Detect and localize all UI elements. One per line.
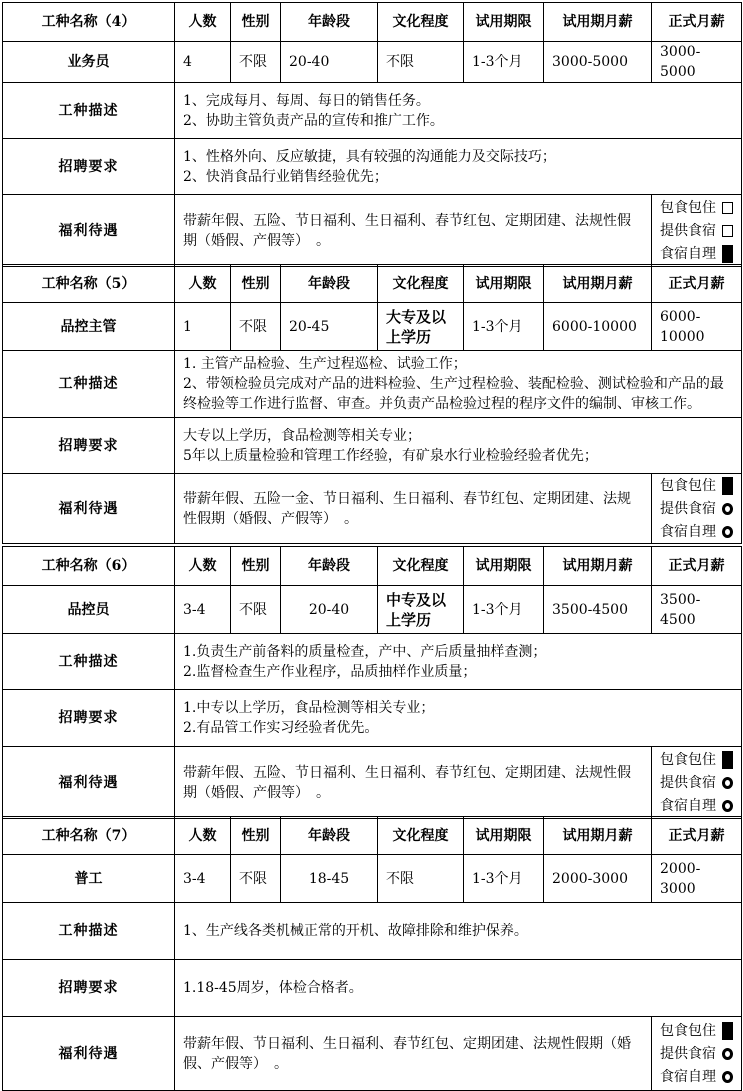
values-row (3, 303, 742, 351)
column-header: 试用期月薪 (544, 817, 652, 855)
header-row (3, 817, 742, 855)
job-name: 业务员 (3, 42, 175, 83)
benefit-row (3, 1017, 742, 1091)
desc-line: 2.监督检查生产作业程序，品质抽样作业质量； (183, 663, 477, 680)
job-education: 大专及以上学历 (378, 303, 464, 351)
benefit-option-label: 食宿自理 (660, 797, 716, 814)
job-trial: 1-3个月 (464, 303, 544, 351)
benefit-option-label: 包食包住 (660, 199, 716, 216)
empty-checkbox-icon (722, 225, 733, 237)
job-description (175, 83, 742, 139)
benefit-option-label: 包食包住 (660, 751, 716, 768)
benefit-options (652, 195, 742, 267)
job-gender: 不限 (231, 855, 281, 903)
job-section (2, 264, 741, 544)
column-header: 试用期月薪 (544, 3, 652, 42)
desc-line: 1、完成每月、每周、每日的销售任务。 (183, 92, 430, 109)
job-requirements (175, 690, 742, 747)
job-gender: 不限 (231, 586, 281, 634)
job-name: 品控主管 (3, 303, 175, 351)
filled-square-icon (722, 245, 733, 263)
job-trial: 1-3个月 (464, 42, 544, 83)
desc-label: 工种描述 (3, 83, 175, 139)
column-header: 正式月薪 (652, 817, 742, 855)
column-header: 性别 (231, 3, 281, 42)
job-title: 工种名称（6） (3, 547, 175, 586)
job-description (175, 634, 742, 690)
benefit-option-label: 提供食宿 (660, 774, 716, 791)
job-table (2, 816, 742, 1091)
job-gender: 不限 (231, 303, 281, 351)
req-line: 2.有品管工作实习经验者优先。 (183, 720, 379, 736)
column-header: 人数 (175, 547, 231, 586)
circle-icon (722, 1071, 733, 1083)
column-header: 试用期限 (464, 547, 544, 586)
benefit-row (3, 474, 742, 544)
header-row (3, 265, 742, 303)
req-line: 1.中专以上学历，食品检测等相关专业； (183, 700, 435, 716)
job-name: 品控员 (3, 586, 175, 634)
benefit-row (3, 747, 742, 819)
desc-label: 工种描述 (3, 903, 175, 960)
benefit-option-label: 提供食宿 (660, 222, 716, 239)
req-line: 1、性格外向、反应敏捷，具有较强的沟通能力及交际技巧； (183, 148, 556, 165)
job-trial-salary: 3000-5000 (544, 42, 652, 83)
job-description (175, 351, 742, 418)
req-line: 2、快消食品行业销售经验优先； (183, 168, 388, 185)
job-trial-salary: 2000-3000 (544, 855, 652, 903)
benefit-options (652, 474, 742, 544)
values-row (3, 586, 742, 634)
benefit-options (652, 1017, 742, 1091)
benefit-label: 福利待遇 (3, 474, 175, 544)
desc-row (3, 903, 742, 960)
benefit-text: 带薪年假、五险、节日福利、生日福利、春节红包、定期团建、法规性假期（婚假、产假等） 。 (175, 195, 652, 267)
job-section (2, 546, 741, 819)
column-header: 试用期限 (464, 817, 544, 855)
job-title: 工种名称（7） (3, 817, 175, 855)
job-gender: 不限 (231, 42, 281, 83)
column-header: 文化程度 (378, 817, 464, 855)
desc-label: 工种描述 (3, 351, 175, 418)
column-header: 试用期限 (464, 265, 544, 303)
job-requirements (175, 960, 742, 1017)
job-trial-salary: 6000-10000 (544, 303, 652, 351)
benefit-label: 福利待遇 (3, 1017, 175, 1091)
job-trial-salary: 3500-4500 (544, 586, 652, 634)
benefit-option-label: 包食包住 (660, 1022, 716, 1039)
job-education: 不限 (378, 855, 464, 903)
job-table (2, 546, 742, 819)
desc-row (3, 634, 742, 690)
values-row (3, 42, 742, 83)
req-label: 招聘要求 (3, 139, 175, 195)
column-header: 人数 (175, 3, 231, 42)
circle-icon (722, 800, 733, 812)
benefit-option-label: 食宿自理 (660, 523, 716, 540)
req-line: 1.18-45周岁，体检合格者。 (183, 980, 363, 996)
job-trial: 1-3个月 (464, 586, 544, 634)
benefit-label: 福利待遇 (3, 747, 175, 819)
benefit-option-label: 提供食宿 (660, 1045, 716, 1062)
circle-icon (722, 777, 733, 789)
benefit-text: 带薪年假、五险、节日福利、生日福利、春节红包、定期团建、法规性假期（婚假、产假等） 。 (175, 747, 652, 819)
benefit-option (660, 219, 733, 242)
column-header: 文化程度 (378, 265, 464, 303)
column-header: 试用期限 (464, 3, 544, 42)
column-header: 试用期月薪 (544, 265, 652, 303)
desc-row (3, 351, 742, 418)
column-header: 性别 (231, 817, 281, 855)
job-age: 20-40 (281, 586, 378, 634)
job-count: 4 (175, 42, 231, 83)
circle-icon (722, 1048, 733, 1060)
req-row (3, 418, 742, 474)
job-trial: 1-3个月 (464, 855, 544, 903)
column-header: 文化程度 (378, 3, 464, 42)
benefit-option-label: 食宿自理 (660, 1068, 716, 1085)
desc-row (3, 83, 742, 139)
job-count: 3-4 (175, 855, 231, 903)
column-header: 试用期月薪 (544, 547, 652, 586)
header-row (3, 547, 742, 586)
column-header: 正式月薪 (652, 3, 742, 42)
job-salary: 3000-5000 (652, 42, 742, 83)
desc-line: 2、协助主管负责产品的宣传和推广工作。 (183, 112, 444, 129)
job-education: 不限 (378, 42, 464, 83)
job-description (175, 903, 742, 960)
benefit-option (660, 748, 733, 771)
benefit-text: 带薪年假、五险一金、节日福利、生日福利、春节红包、定期团建、法规性假期（婚假、产假等） 。 (175, 474, 652, 544)
req-label: 招聘要求 (3, 418, 175, 474)
benefit-option (660, 794, 733, 817)
benefit-option (660, 520, 733, 543)
column-header: 年龄段 (281, 817, 378, 855)
empty-checkbox-icon (722, 202, 733, 214)
benefit-option (660, 771, 733, 794)
job-education: 中专及以上学历 (378, 586, 464, 634)
benefit-label: 福利待遇 (3, 195, 175, 267)
header-row (3, 3, 742, 42)
job-salary: 2000-3000 (652, 855, 742, 903)
desc-line: 2、带领检验员完成对产品的进料检验、生产过程检验、装配检验、测试检验和产品的最终检验等工作进行监督、审查。并负责产品检验过程的程序文件的编制、审核工作。 (183, 376, 724, 412)
job-title: 工种名称（5） (3, 265, 175, 303)
column-header: 年龄段 (281, 3, 378, 42)
column-header: 年龄段 (281, 265, 378, 303)
column-header: 人数 (175, 817, 231, 855)
job-age: 20-40 (281, 42, 378, 83)
desc-line: 1、生产线各类机械正常的开机、故障排除和维护保养。 (183, 923, 528, 939)
job-count: 3-4 (175, 586, 231, 634)
benefit-option-label: 包食包住 (660, 477, 716, 494)
req-label: 招聘要求 (3, 690, 175, 747)
circle-icon (722, 526, 733, 538)
benefit-option (660, 196, 733, 219)
job-requirements (175, 139, 742, 195)
job-section (2, 816, 741, 1091)
filled-square-icon (722, 751, 733, 769)
desc-line: 1. 主管产品检验、生产过程巡检、试验工作； (183, 356, 467, 372)
desc-line: 1.负责生产前备料的质量检查，产中、产后质量抽样查测； (183, 643, 547, 660)
job-age: 20-45 (281, 303, 378, 351)
job-name: 普工 (3, 855, 175, 903)
values-row (3, 855, 742, 903)
column-header: 性别 (231, 265, 281, 303)
column-header: 正式月薪 (652, 547, 742, 586)
req-row (3, 690, 742, 747)
column-header: 文化程度 (378, 547, 464, 586)
req-label: 招聘要求 (3, 960, 175, 1017)
job-title: 工种名称（4） (3, 3, 175, 42)
job-salary: 3500-4500 (652, 586, 742, 634)
benefit-option (660, 1065, 733, 1088)
circle-icon (722, 503, 733, 515)
benefit-option (660, 1019, 733, 1042)
benefit-text: 带薪年假、节日福利、生日福利、春节红包、定期团建、法规性假期（婚假、产假等） 。 (175, 1017, 652, 1091)
benefit-option (660, 1042, 733, 1065)
job-count: 1 (175, 303, 231, 351)
job-requirements (175, 418, 742, 474)
benefit-option (660, 242, 733, 265)
column-header: 正式月薪 (652, 265, 742, 303)
column-header: 年龄段 (281, 547, 378, 586)
job-section (2, 2, 741, 267)
column-header: 性别 (231, 547, 281, 586)
filled-square-icon (722, 1022, 733, 1040)
benefit-option (660, 474, 733, 497)
req-line: 大专以上学历，食品检测等相关专业； (183, 427, 421, 444)
req-row (3, 960, 742, 1017)
job-salary: 6000-10000 (652, 303, 742, 351)
benefit-options (652, 747, 742, 819)
benefit-option (660, 497, 733, 520)
desc-label: 工种描述 (3, 634, 175, 690)
job-age: 18-45 (281, 855, 378, 903)
req-row (3, 139, 742, 195)
filled-square-icon (722, 477, 733, 495)
job-table (2, 264, 742, 544)
column-header: 人数 (175, 265, 231, 303)
benefit-row (3, 195, 742, 267)
benefit-option-label: 食宿自理 (660, 245, 716, 262)
job-table (2, 2, 742, 267)
req-line: 5年以上质量检验和管理工作经验，有矿泉水行业检验经验者优先； (183, 447, 598, 464)
benefit-option-label: 提供食宿 (660, 500, 716, 517)
